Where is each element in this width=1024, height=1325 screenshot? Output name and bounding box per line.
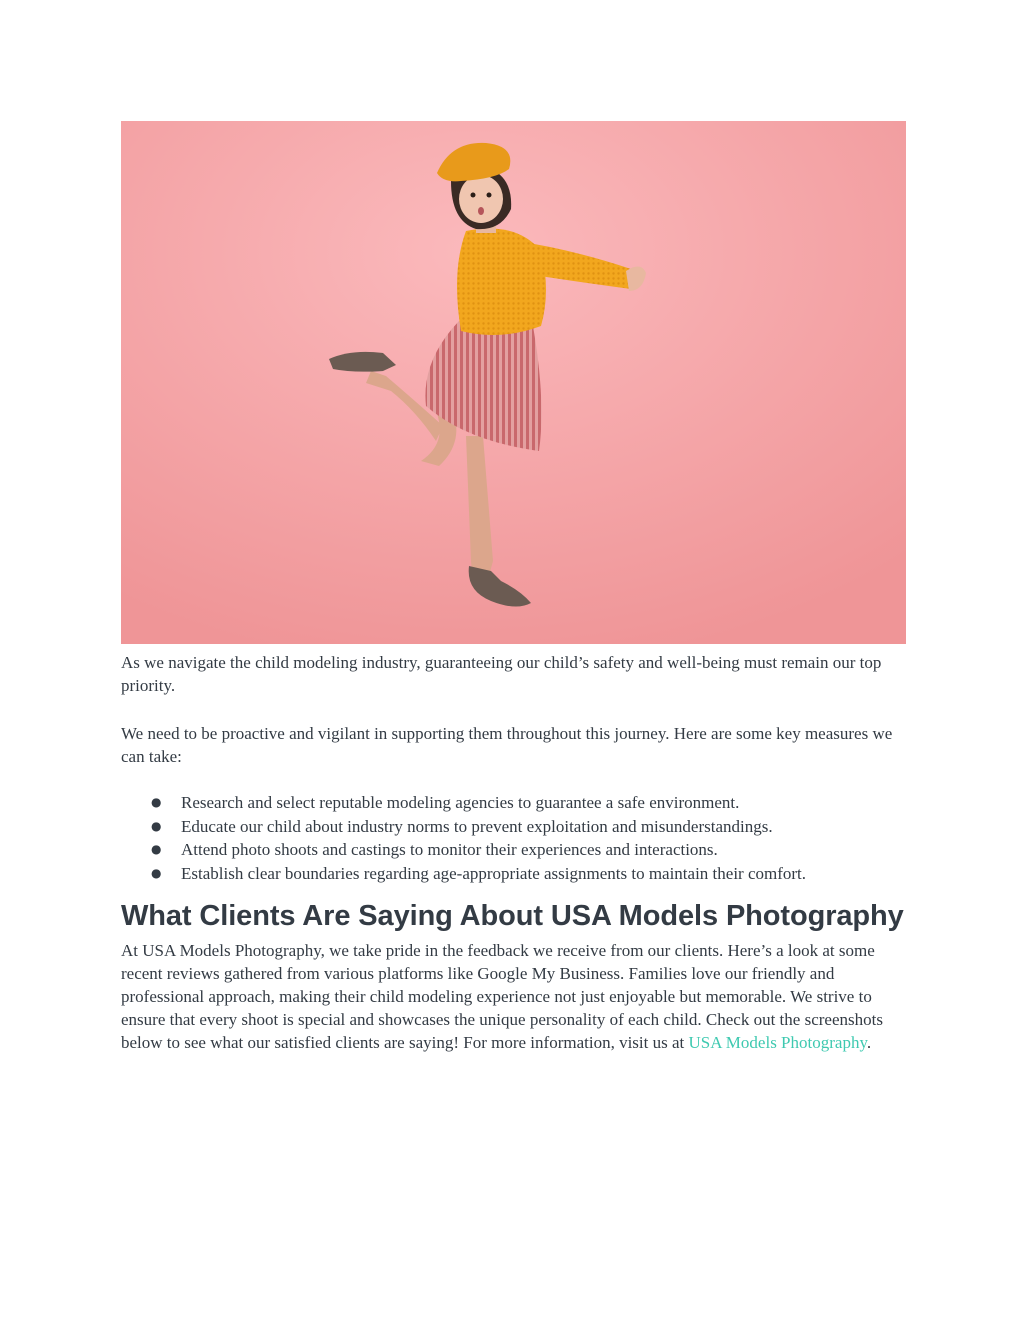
paragraph-client-feedback-text: At USA Models Photography, we take pride in the feedback we receive from our clients. Here’s a look at some recent reviews gathered from various platforms like Google My Business. Families love our friendly and professional approach, making their child modeling experience not just enjoyable but memorable. We strive to ensure that every shoot is special and showcases the unique personality of each child. Check out the screenshots below to see what our satisfied clients are saying! For more information, visit us at <box>121 941 883 1052</box>
paragraph-end-punctuation: . <box>866 1033 872 1052</box>
paragraph-measures-intro: We need to be proactive and vigilant in supporting them throughout this journey. Here are some key measures we can take: <box>121 724 893 766</box>
list-item-text: Educate our child about industry norms to prevent exploitation and misunderstandings. <box>181 816 773 836</box>
list-item <box>151 791 907 815</box>
section-heading: What Clients Are Saying About USA Models Photography <box>121 900 904 932</box>
paragraph-safety: As we navigate the child modeling industry, guaranteeing our child’s safety and well-being must remain our top priority. <box>121 653 882 695</box>
list-item-text: Establish clear boundaries regarding age-appropriate assignments to maintain their comfort. <box>181 863 807 883</box>
document-page <box>121 121 907 1054</box>
bullet-icon: ● <box>151 842 162 856</box>
list-item-text: Attend photo shoots and castings to monitor their experiences and interactions. <box>181 840 718 859</box>
list-item <box>151 838 907 862</box>
bullet-icon: ● <box>151 795 162 809</box>
bullet-icon: ● <box>151 865 162 880</box>
measures-list <box>121 791 907 885</box>
list-item <box>151 862 907 886</box>
list-item <box>151 815 907 839</box>
paragraph-client-feedback <box>121 939 907 1054</box>
hero-photo <box>121 121 906 644</box>
bullet-icon: ● <box>151 818 162 833</box>
photo-girl-dancing-image <box>121 121 906 644</box>
usa-models-photography-link[interactable]: USA Models Photography <box>688 1033 867 1052</box>
list-item-text: Research and select reputable modeling agencies to guarantee a safe environment. <box>181 793 740 812</box>
